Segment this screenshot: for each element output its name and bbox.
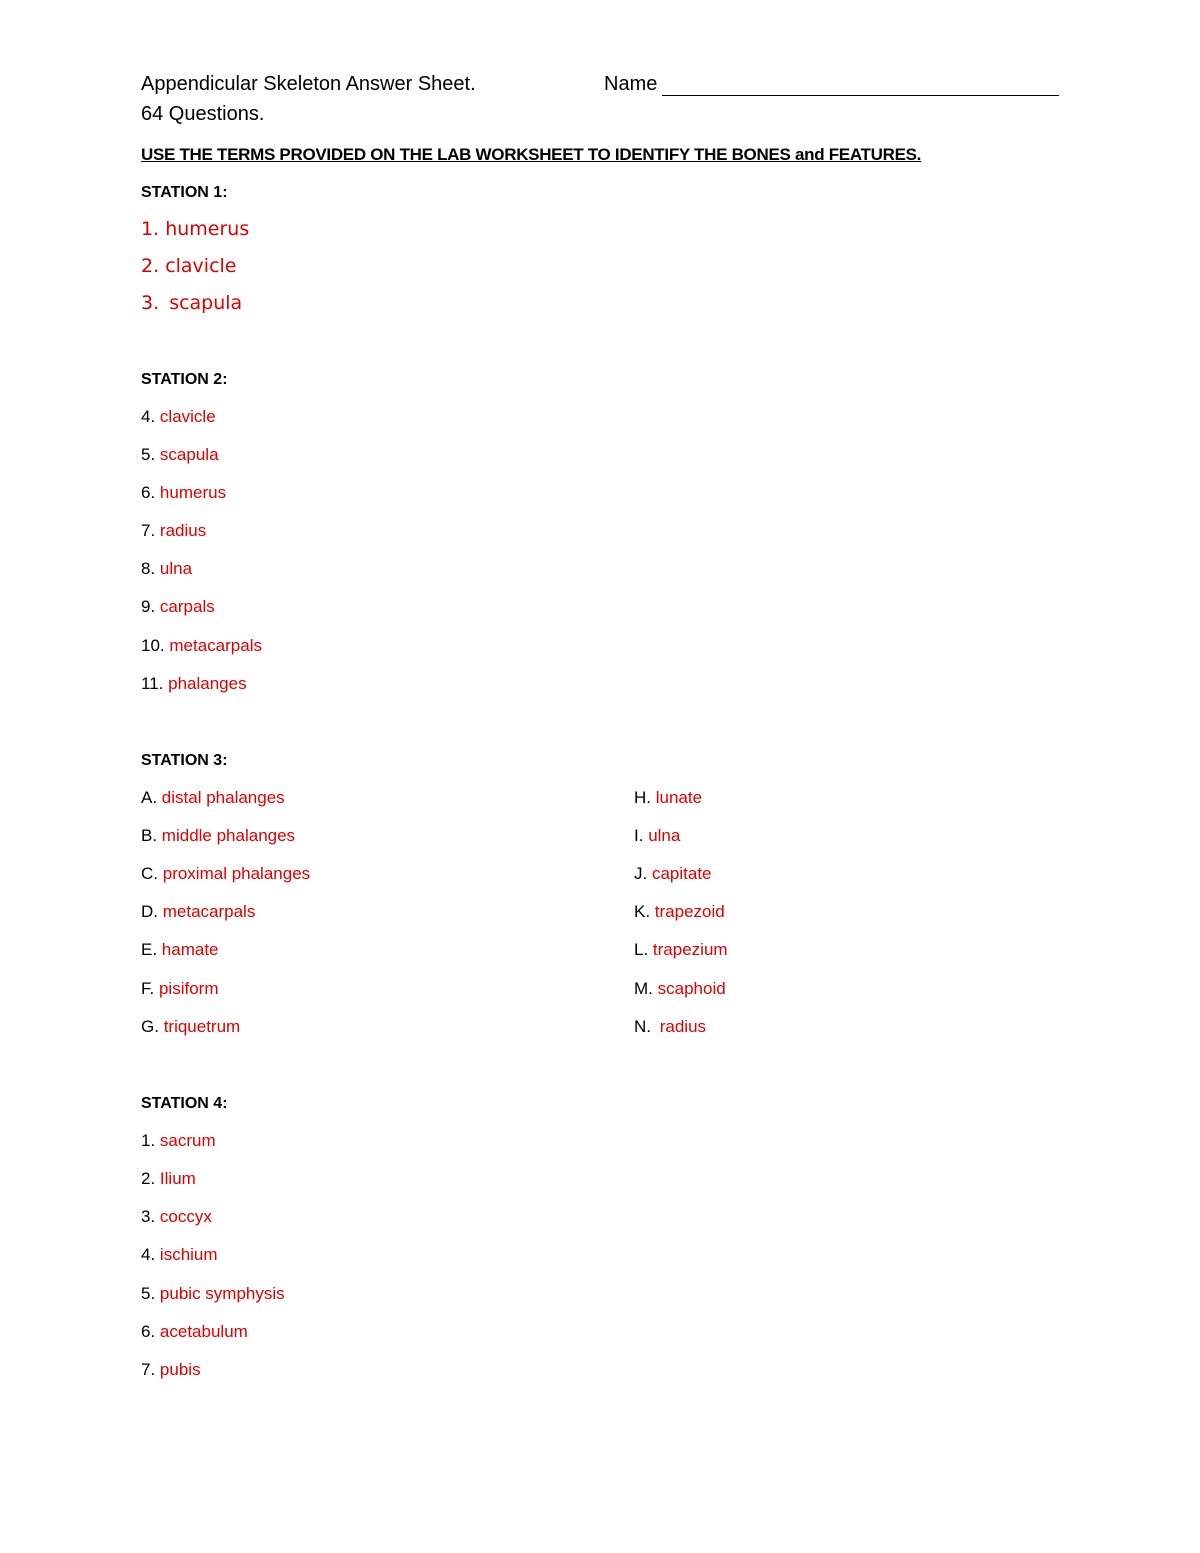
item-label: A. <box>141 788 158 807</box>
item-label: C. <box>141 864 158 883</box>
station-2-item <box>141 483 226 503</box>
item-label: 4. <box>141 407 156 426</box>
station-2-item <box>141 407 216 427</box>
item-label: 1. <box>141 218 160 240</box>
station-3-item <box>634 826 680 846</box>
item-label: D. <box>141 902 158 921</box>
station-3-item <box>141 788 285 808</box>
item-answer: ulna <box>648 826 681 845</box>
station-1-item <box>141 255 237 277</box>
item-answer: capitate <box>651 864 712 883</box>
name-field-line[interactable] <box>662 95 1059 96</box>
station-2-heading: STATION 2: <box>141 371 228 388</box>
station-4-item <box>141 1131 216 1151</box>
station-1-heading: STATION 1: <box>141 184 228 201</box>
sheet-title: Appendicular Skeleton Answer Sheet. <box>141 73 476 95</box>
item-label: F. <box>141 979 155 998</box>
item-answer: triquetrum <box>163 1017 241 1036</box>
item-answer: carpals <box>159 597 215 616</box>
item-answer: pubis <box>159 1360 201 1379</box>
station-4-item <box>141 1207 212 1227</box>
item-answer: radius <box>659 1017 707 1036</box>
item-label: 2. <box>141 255 160 277</box>
station-3-item <box>141 826 295 846</box>
item-answer: coccyx <box>159 1207 212 1226</box>
item-label: E. <box>141 940 158 959</box>
item-answer: acetabulum <box>159 1322 248 1341</box>
item-label: B. <box>141 826 158 845</box>
item-label: 6. <box>141 483 156 502</box>
station-3-item <box>141 1017 240 1037</box>
item-answer: proximal phalanges <box>162 864 311 883</box>
item-label: 9. <box>141 597 156 616</box>
station-3-item <box>634 940 728 960</box>
item-answer: scaphoid <box>657 979 726 998</box>
station-3-item <box>634 1017 706 1037</box>
station-3-item <box>634 902 725 922</box>
item-label: J. <box>634 864 648 883</box>
item-label: M. <box>634 979 653 998</box>
item-answer: clavicle <box>165 255 237 277</box>
item-answer: trapezoid <box>654 902 725 921</box>
station-3-item <box>141 979 218 999</box>
item-label: 7. <box>141 1360 156 1379</box>
station-4-item <box>141 1360 201 1380</box>
item-answer: distal phalanges <box>161 788 285 807</box>
item-answer: phalanges <box>168 674 247 693</box>
station-3-item <box>634 979 726 999</box>
item-label: 3. <box>141 292 160 314</box>
station-2-item <box>141 559 192 579</box>
station-3-item <box>634 864 712 884</box>
station-4-item <box>141 1245 218 1265</box>
item-answer: ischium <box>159 1245 218 1264</box>
item-label: K. <box>634 902 651 921</box>
item-label: 3. <box>141 1207 156 1226</box>
question-count: 64 Questions. <box>141 103 265 125</box>
item-answer: humerus <box>165 218 250 240</box>
station-3-item <box>141 902 255 922</box>
item-answer: metacarpals <box>162 902 256 921</box>
item-answer: ulna <box>159 559 193 578</box>
item-label: 1. <box>141 1131 156 1150</box>
item-answer: trapezium <box>652 940 728 959</box>
item-answer: metacarpals <box>169 636 262 655</box>
station-4-item <box>141 1322 248 1342</box>
station-2-item <box>141 636 262 656</box>
station-3-item <box>141 864 310 884</box>
station-4-heading: STATION 4: <box>141 1095 228 1112</box>
station-4-item <box>141 1284 285 1304</box>
item-answer: pisiform <box>158 979 219 998</box>
item-answer: lunate <box>655 788 703 807</box>
item-label: L. <box>634 940 649 959</box>
item-answer: pubic symphysis <box>159 1284 285 1303</box>
station-4-item <box>141 1169 196 1189</box>
item-label: 5. <box>141 1284 156 1303</box>
item-label: G. <box>141 1017 159 1036</box>
item-answer: clavicle <box>159 407 216 426</box>
instruction-text: USE THE TERMS PROVIDED ON THE LAB WORKSHEET TO IDENTIFY THE BONES and FEATURES. <box>141 145 922 164</box>
item-label: 7. <box>141 521 156 540</box>
station-2-item <box>141 445 219 465</box>
name-label: Name <box>604 73 658 95</box>
item-label: 5. <box>141 445 156 464</box>
item-answer: scapula <box>159 445 219 464</box>
item-answer: humerus <box>159 483 227 502</box>
item-label: 11. <box>141 674 164 693</box>
item-answer: radius <box>159 521 207 540</box>
item-label: 10. <box>141 636 165 655</box>
station-2-item <box>141 597 215 617</box>
item-answer: middle phalanges <box>161 826 296 845</box>
item-label: I. <box>634 826 644 845</box>
item-answer: Ilium <box>159 1169 196 1188</box>
station-3-heading: STATION 3: <box>141 752 228 769</box>
item-answer: sacrum <box>159 1131 216 1150</box>
station-2-item <box>141 674 247 694</box>
station-1-item <box>141 292 242 314</box>
item-label: N. <box>634 1017 651 1036</box>
station-3-item <box>141 940 219 960</box>
item-answer: hamate <box>161 940 219 959</box>
item-label: 6. <box>141 1322 156 1341</box>
station-3-item <box>634 788 702 808</box>
station-1-item <box>141 218 249 240</box>
item-label: H. <box>634 788 651 807</box>
item-label: 8. <box>141 559 156 578</box>
station-2-item <box>141 521 206 541</box>
item-answer: scapula <box>169 292 243 314</box>
item-label: 4. <box>141 1245 156 1264</box>
item-label: 2. <box>141 1169 156 1188</box>
